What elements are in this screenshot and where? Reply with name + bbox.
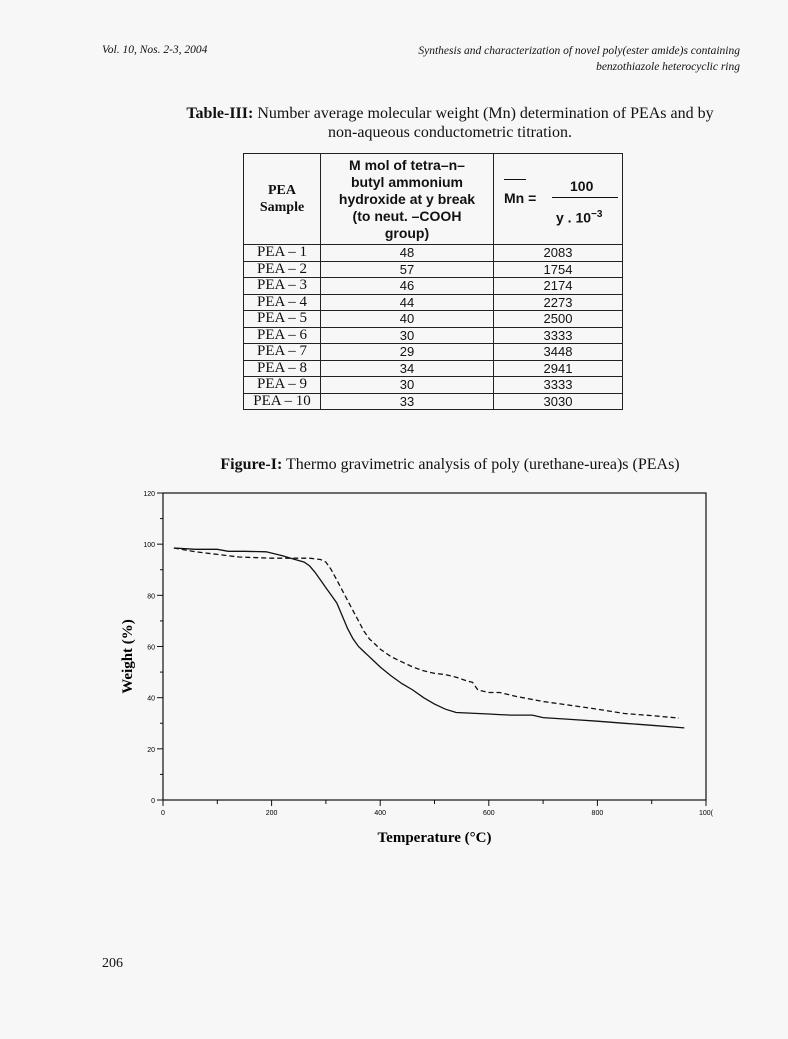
mn-denominator-base: y . 10	[556, 209, 592, 226]
cell-sample: PEA – 1	[244, 245, 321, 262]
x-axis-label: Temperature (°C)	[377, 830, 492, 846]
mn-denominator-exponent: −3	[591, 209, 603, 220]
x-tick-label: 200	[265, 810, 278, 817]
mn-label: Mn =	[504, 190, 537, 206]
col-header-sample-line1: PEA	[268, 183, 296, 198]
cell-mn: 2273	[494, 294, 623, 311]
cell-mn: 2500	[494, 311, 623, 328]
table-caption-line1: Number average molecular weight (Mn) determination of PEAs and by	[253, 105, 714, 122]
y-tick-label: 60	[147, 644, 155, 652]
y-tick-label: 40	[147, 695, 155, 703]
figure-caption-label: Figure-I:	[220, 456, 283, 473]
col-header-mmol-line5: group)	[384, 224, 430, 241]
page-number: 206	[102, 956, 123, 971]
table-caption-label: Table-III:	[186, 105, 254, 122]
col-header-mmol-line4: (to neut. –COOH	[352, 207, 462, 224]
cell-mmol: 34	[321, 360, 494, 377]
cell-mn: 3030	[494, 393, 623, 410]
cell-mn: 3448	[494, 344, 623, 361]
cell-mn: 2174	[494, 278, 623, 295]
cell-mmol: 40	[321, 311, 494, 328]
running-header-left: Vol. 10, Nos. 2-3, 2004	[102, 44, 208, 56]
col-header-mmol-line1: M mol of tetra–n–	[349, 156, 465, 173]
cell-mmol: 44	[321, 294, 494, 311]
series-line-dashed	[174, 548, 679, 718]
cell-sample: PEA – 9	[244, 377, 321, 394]
x-tick-label: 100(	[698, 810, 714, 817]
cell-mmol: 48	[321, 245, 494, 262]
y-tick-label: 20	[147, 746, 155, 754]
col-header-sample-line2: Sample	[259, 200, 305, 215]
y-tick-label: 100	[143, 542, 155, 550]
y-tick-label: 80	[147, 593, 155, 601]
cell-mn: 2941	[494, 360, 623, 377]
col-header-mmol-line3: hydroxide at y break	[338, 190, 476, 207]
x-tick-label: 600	[482, 810, 495, 817]
running-header-right-line2: benzothiazole heterocyclic ring	[596, 61, 740, 73]
cell-sample: PEA – 6	[244, 327, 321, 344]
cell-mmol: 57	[321, 261, 494, 278]
cell-sample: PEA – 8	[244, 360, 321, 377]
col-header-mmol-line2: butyl ammonium	[350, 173, 463, 190]
cell-mn: 3333	[494, 377, 623, 394]
cell-mn: 1754	[494, 261, 623, 278]
cell-sample: PEA – 3	[244, 278, 321, 295]
y-axis-label: Weight (%)	[120, 619, 136, 694]
x-tick-label: 0	[161, 810, 165, 817]
table-caption-line2: non-aqueous conductometric titration.	[328, 124, 572, 141]
y-tick-label: 0	[151, 798, 155, 805]
x-tick-label: 800	[591, 810, 604, 817]
cell-mn: 3333	[494, 327, 623, 344]
cell-mmol: 33	[321, 393, 494, 410]
cell-mmol: 30	[321, 377, 494, 394]
cell-sample: PEA – 5	[244, 311, 321, 328]
y-tick-label: 120	[143, 491, 155, 498]
figure-caption-text: Thermo gravimetric analysis of poly (urethane-urea)s (PEAs)	[282, 456, 680, 473]
cell-sample: PEA – 2	[244, 261, 321, 278]
series-line-solid	[174, 548, 684, 728]
cell-mn: 2083	[494, 245, 623, 262]
cell-sample: PEA – 7	[244, 344, 321, 361]
cell-sample: PEA – 4	[244, 294, 321, 311]
running-header-right-line1: Synthesis and characterization of novel poly(ester amide)s containing	[418, 45, 740, 57]
x-tick-label: 400	[374, 810, 387, 817]
plot-frame	[163, 493, 706, 800]
cell-sample: PEA – 10	[244, 393, 321, 410]
mn-numerator: 100	[570, 178, 594, 194]
cell-mmol: 29	[321, 344, 494, 361]
cell-mmol: 30	[321, 327, 494, 344]
cell-mmol: 46	[321, 278, 494, 295]
